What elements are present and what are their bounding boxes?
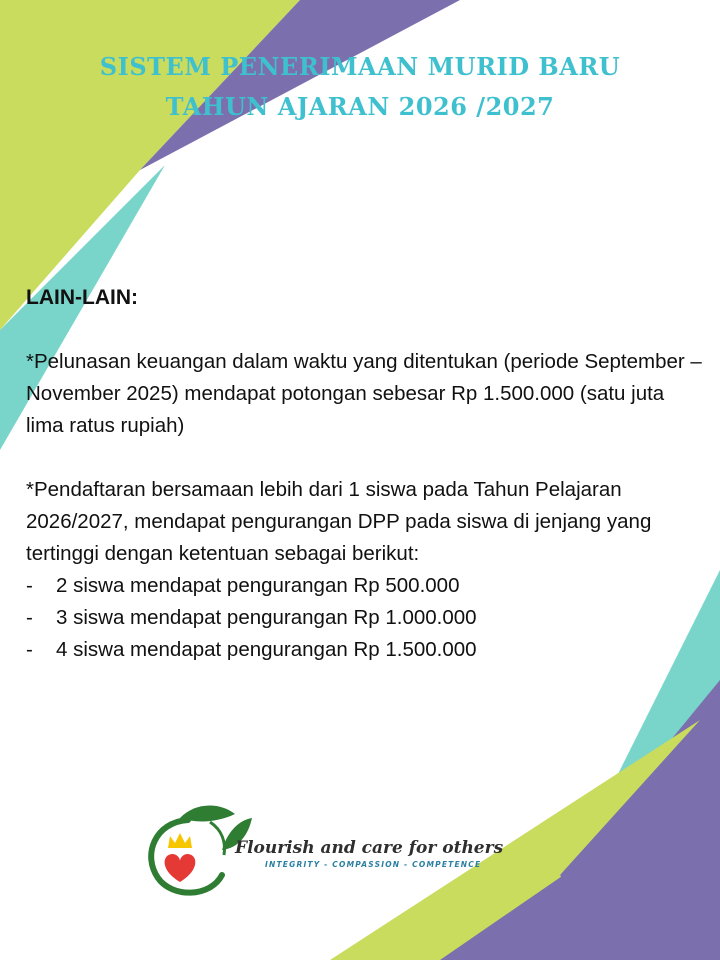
list-dash: - (26, 638, 33, 661)
paragraph-sibling-discount: *Pendaftaran bersamaan lebih dari 1 siswa pada Tahun Pelajaran 2026/2027, mendapat pengurangan DPP pada siswa di jenjang yang tertinggi dengan ketentuan sebagai berikut: (26, 478, 652, 565)
list-item-text: 2 siswa mendapat pengurangan Rp 500.000 (56, 574, 460, 597)
logo-slogan: Flourish and care for others (235, 838, 504, 858)
list-dash: - (26, 606, 33, 629)
logo-values: INTEGRITY - COMPASSION - COMPETENCE (265, 860, 482, 869)
list-item (26, 570, 706, 602)
paragraph-early-payment: *Pelunasan keuangan dalam waktu yang ditentukan (periode September – November 2025) mendapat potongan sebesar Rp 1.500.000 (satu juta lima ratus rupiah) (26, 350, 702, 437)
leaf-top-icon (180, 805, 235, 821)
crown-icon (168, 833, 192, 848)
section-heading: LAIN-LAIN: (26, 286, 138, 309)
page-title-line-2: TAHUN AJARAN 2026 /2027 (165, 92, 555, 121)
page-title-line-1: SISTEM PENERIMAAN MURID BARU (99, 52, 621, 81)
spacer (26, 442, 706, 474)
heart-icon (165, 854, 196, 882)
main-content (26, 282, 706, 666)
list-dash: - (26, 574, 33, 597)
discount-list (26, 570, 706, 666)
list-item-text: 4 siswa mendapat pengurangan Rp 1.500.000 (56, 638, 477, 661)
list-item-text: 3 siswa mendapat pengurangan Rp 1.000.000 (56, 606, 477, 629)
list-item (26, 602, 706, 634)
list-item (26, 634, 706, 666)
leaf-stem-icon (210, 822, 224, 855)
